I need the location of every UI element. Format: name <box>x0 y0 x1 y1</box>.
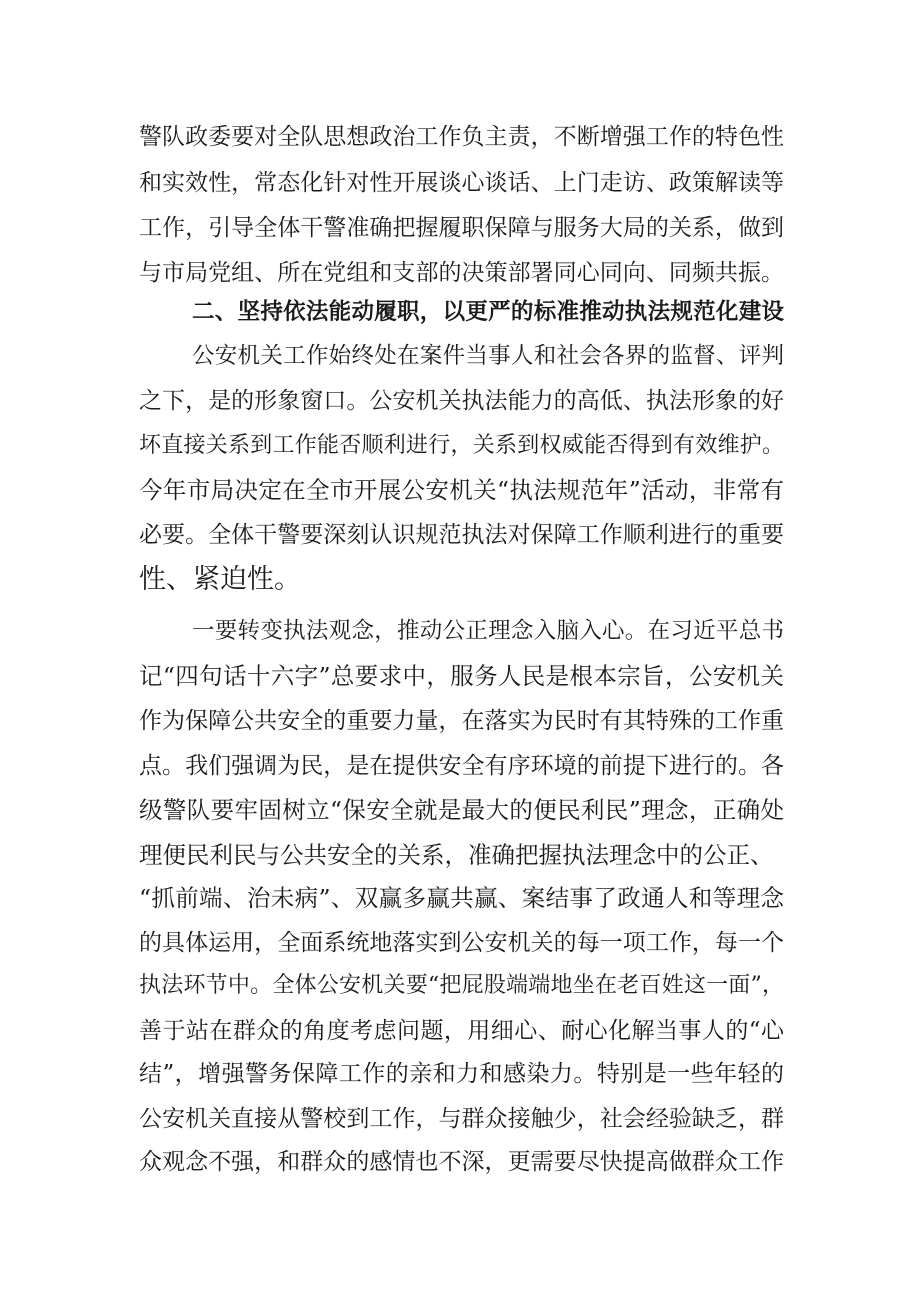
section-heading: 二、坚持依法能动履职，以更严的标准推动执法规范化建设 <box>192 299 784 325</box>
paragraph-line: 工作，引导全体干警准确把握履职保障与服务大局的关系，做到 <box>139 215 784 241</box>
paragraph-line: 结”，增强警务保障工作的亲和力和感染力。特别是一些年轻的 <box>139 1061 784 1087</box>
paragraph-line: 记“四句话十六字”总要求中，服务人民是根本宗旨，公安机关 <box>139 662 784 690</box>
paragraph-line: 公安机关工作始终处在案件当事人和社会各界的监督、评判 <box>192 343 784 369</box>
paragraph-line: 警队政委要对全队思想政治工作负主责，不断增强工作的特色性 <box>139 124 784 150</box>
paragraph-line: 理便民利民与公共安全的关系，准确把握执法理念中的公正、 <box>139 841 774 869</box>
paragraph-line: 公安机关直接从警校到工作，与群众接触少，社会经验缺乏，群 <box>139 1106 784 1132</box>
paragraph-line: 级警队要牢固树立“保安全就是最大的便民利民”理念，正确处 <box>139 796 784 824</box>
paragraph-line: 善于站在群众的角度考虑问题，用细心、耐心化解当事人的“心 <box>139 1018 784 1044</box>
paragraph-line: 和实效性，常态化针对性开展谈心谈话、上门走访、政策解读等 <box>139 170 784 196</box>
paragraph-line: 的具体运用，全面系统地落实到公安机关的每一项工作，每一个 <box>139 930 784 956</box>
paragraph-line: 执法环节中。全体公安机关要“把屁股端端地坐在老百姓这一面”， <box>139 973 784 998</box>
paragraph-line: 与市局党组、所在党组和支部的决策部署同心同向、同频共振。 <box>139 260 784 286</box>
paragraph-line: 性、紧迫性。 <box>139 564 301 595</box>
paragraph-line: 点。我们强调为民，是在提供安全有序环境的前提下进行的。各 <box>139 753 784 779</box>
paragraph-line: 坏直接关系到工作能否顺利进行，关系到权威能否得到有效维护。 <box>139 433 784 458</box>
paragraph-line: 作为保障公共安全的重要力量，在落实为民时有其特殊的工作重 <box>139 708 784 734</box>
paragraph-line: 之下，是的形象窗口。公安机关执法能力的高低、执法形象的好 <box>139 388 784 414</box>
paragraph-line: 今年市局决定在全市开展公安机关“执法规范年”活动，非常有 <box>139 476 784 504</box>
paragraph-line: “抓前端、治未病”、双赢多赢共赢、案结事了政通人和等理念 <box>139 884 784 912</box>
paragraph-line: 众观念不强，和群众的感情也不深，更需要尽快提高做群众工作 <box>139 1149 784 1175</box>
paragraph-line: 一要转变执法观念，推动公正理念入脑入心。在习近平总书 <box>192 618 784 644</box>
paragraph-line: 必要。全体干警要深刻认识规范执法对保障工作顺利进行的重要 <box>139 522 784 548</box>
